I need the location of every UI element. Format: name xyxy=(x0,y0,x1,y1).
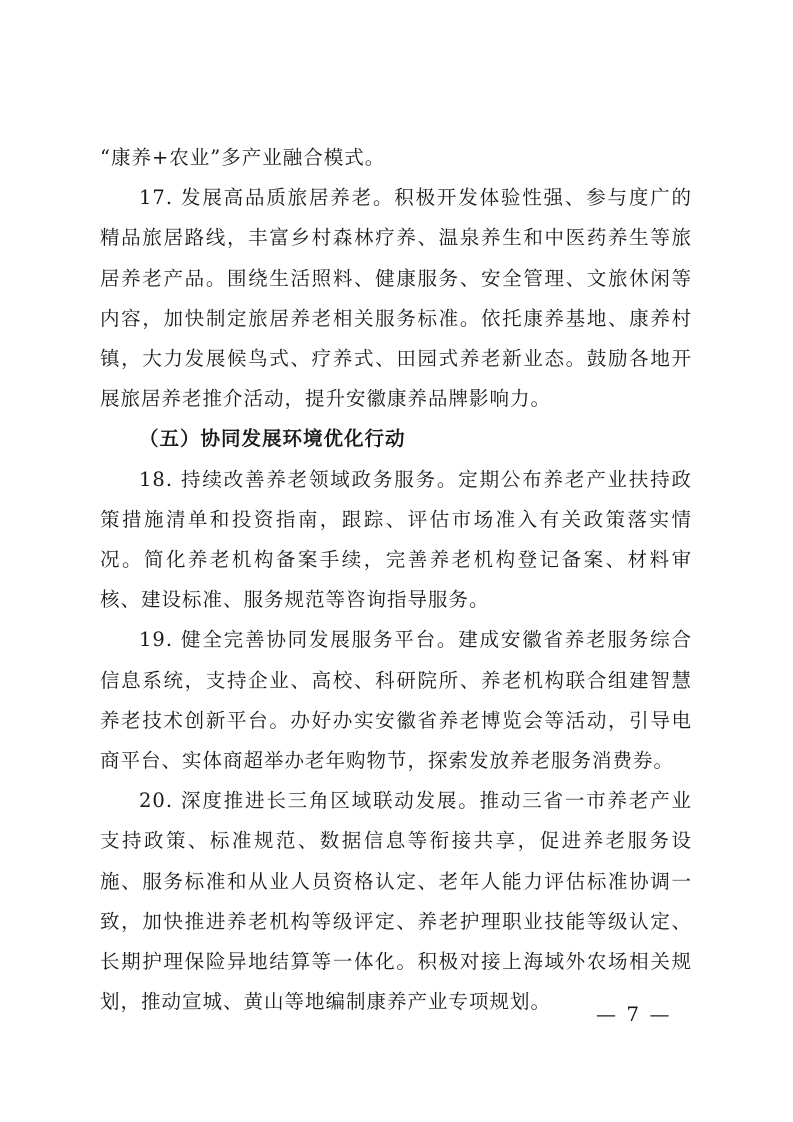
continuation-paragraph: “康养+农业”多产业融合模式。 xyxy=(100,146,386,169)
paragraph-item-17: 17. 发展高品质旅居养老。积极开发体验性强、参与度广的精品旅居路线，丰富乡村森林疗养、温泉养生和中医药养生等旅居养老产品。围绕生活照料、健康服务、安全管理、文旅休闲等内容，加快制定旅居养老相关服务标准。依托康养基地、康养村镇，大力发展候鸟式、疗养式、田园式养老新业态。鼓励各地开展旅居养老推介活动，提升安徽康养品牌影响力。 xyxy=(100,186,692,411)
paragraph-item-18: 18. 持续改善养老领域政务服务。定期公布养老产业扶持政策措施清单和投资指南，跟踪、评估市场准入有关政策落实情况。简化养老机构备案手续，完善养老机构登记备案、材料审核、建设标准、服务规范等咨询指导服务。 xyxy=(100,467,692,612)
paragraph-item-20: 20. 深度推进长三角区域联动发展。推动三省一市养老产业支持政策、标准规范、数据信息等衔接共享，促进养老服务设施、服务标准和从业人员资格认定、老年人能力评估标准协调一致，加快推进养老机构等级评定、养老护理职业技能等级认定、长期护理保险异地结算等一体化。积极对接上海域外农场相关规划，推动宣城、黄山等地编制康养产业专项规划。 xyxy=(100,789,692,1014)
body-text xyxy=(100,138,692,1022)
section-heading: （五）协同发展环境优化行动 xyxy=(139,427,406,451)
paragraph-item-19: 19. 健全完善协同发展服务平台。建成安徽省养老服务综合信息系统，支持企业、高校、科研院所、养老机构联合组建智慧养老技术创新平台。办好办实安徽省养老博览会等活动，引导电商平台、实体商超举办老年购物节，探索发放养老服务消费券。 xyxy=(100,628,692,773)
page-number: — 7 — xyxy=(596,1002,672,1026)
